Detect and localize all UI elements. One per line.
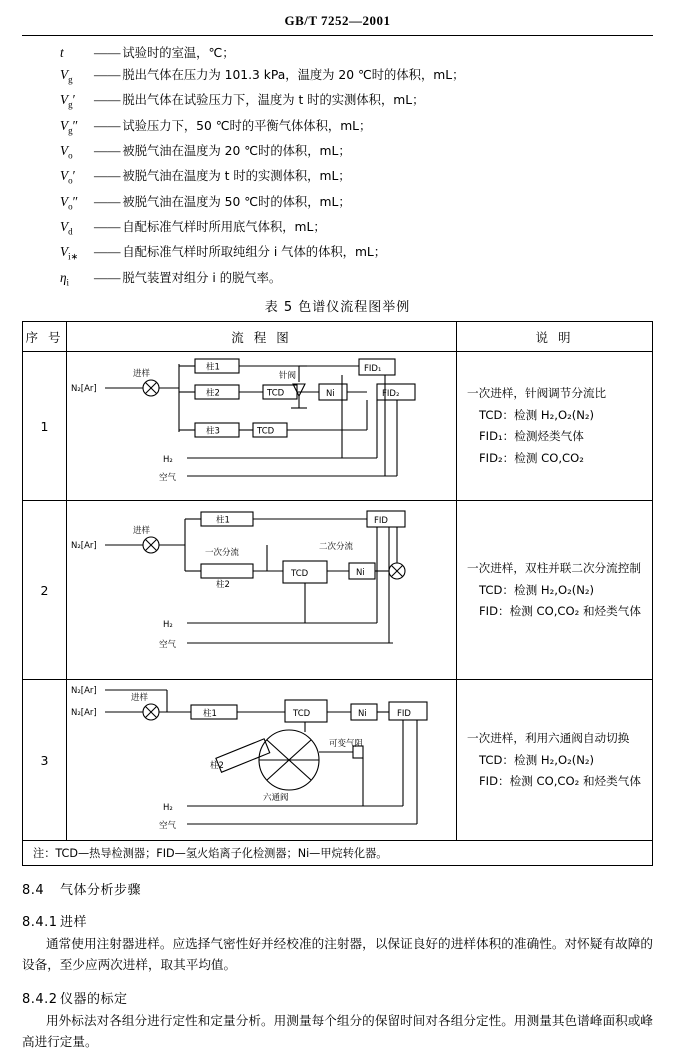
label-carrier-gas: N₂[Ar]: [71, 541, 97, 552]
column-header-diagram: 流 程 图: [67, 322, 457, 352]
symbol: $\eta_i$: [60, 269, 70, 288]
section-paragraph: 用外标法对各组分进行定性和定量分析。用测量每个组分的保留时间对各组分定性。用测量其色谱峰面积或峰高进行定量。: [22, 1013, 653, 1049]
diagram-svg-3: [67, 680, 456, 840]
section-paragraph: 通常使用注射器进样。应选择气密性好并经校准的注射器，以保证良好的进样体积的准确性。对怀疑有故障的设备，至少应两次进样，取其平均值。: [22, 936, 653, 972]
symbol-definition-list: [22, 46, 653, 287]
flow-diagram-table: [22, 321, 653, 866]
label-col3: 柱3: [206, 426, 220, 437]
label-split1: 一次分流: [205, 548, 240, 559]
row-number: 3: [23, 680, 67, 841]
desc-line: TCD：检测 H₂,O₂(N₂): [479, 752, 595, 767]
symbol: $V_o'$: [60, 168, 76, 186]
symbol: $V_{i∗}$: [60, 244, 79, 262]
desc-line: FID₁：检测烃类气体: [479, 429, 584, 444]
flow-diagram-2: [67, 501, 457, 680]
label-split2: 二次分流: [319, 542, 354, 553]
symbol: $V_g'$: [60, 92, 76, 110]
diagram-svg-2: [67, 501, 456, 679]
label-h2: H₂: [163, 620, 173, 631]
label-variable-resistor: 可变气阻: [329, 739, 364, 750]
definition-text: 脱气装置对组分 i 的脱气率。: [122, 270, 282, 285]
label-carrier-gas: N₂[Ar]: [71, 384, 97, 395]
label-fid: FID: [374, 516, 388, 527]
table-note: 注：TCD—热导检测器；FID—氢火焰离子化检测器；Ni—甲烷转化器。: [23, 841, 653, 866]
label-tcd2: TCD: [257, 426, 275, 437]
table-row: [23, 680, 653, 841]
body-sections: [22, 879, 653, 1052]
definition-text: 试验压力下，50 ℃时的平衡气体体积，mL；: [122, 118, 372, 133]
label-air: 空气: [159, 640, 177, 651]
label-fid1: FID₁: [364, 364, 382, 375]
definition-item: [22, 271, 653, 288]
label-col1: 柱1: [206, 362, 220, 373]
desc-line: FID：检测 CO,CO₂ 和烃类气体: [479, 604, 641, 619]
label-tcd: TCD: [293, 709, 311, 720]
definition-item: [22, 119, 653, 136]
definition-text: 脱出气体在压力为 101.3 kPa，温度为 20 ℃时的体积，mL；: [122, 68, 465, 83]
label-col1: 柱1: [203, 709, 217, 720]
symbol: $V_g''$: [60, 117, 79, 136]
flow-diagram-3: [67, 680, 457, 841]
table-row: [23, 501, 653, 680]
desc-line: FID₂：检测 CO,CO₂: [479, 450, 584, 465]
row-description-1: [457, 352, 653, 501]
definition-text: 试验时的室温，℃；: [122, 46, 235, 60]
label-tcd1: TCD: [267, 388, 285, 399]
label-fid: FID: [397, 709, 411, 720]
label-inject: 进样: [133, 526, 151, 537]
dash: ——: [94, 92, 121, 108]
section-heading-8-4-1: [22, 911, 653, 930]
section-number: 8.4.2: [22, 992, 58, 1008]
label-air: 空气: [159, 473, 177, 484]
definition-item: [22, 144, 653, 161]
definition-item: [22, 93, 653, 110]
label-h2: H₂: [163, 803, 173, 814]
label-fid2: FID₂: [382, 389, 400, 400]
dash: ——: [94, 168, 121, 184]
table-caption: 表 5 色谱仪流程图举例: [264, 300, 411, 316]
symbol: $V_o$: [60, 142, 73, 161]
definition-item: [22, 68, 653, 85]
table-note-row: [23, 841, 653, 866]
label-carrier-gas-1: N₂[Ar]: [71, 686, 97, 697]
definition-item: [22, 169, 653, 186]
symbol: $V_o''$: [60, 193, 79, 212]
label-ni: Ni: [326, 389, 335, 400]
label-air: 空气: [159, 821, 177, 832]
definition-text: 自配标准气样时所用底气体积，mL；: [122, 219, 326, 234]
label-h2: H₂: [163, 455, 173, 466]
desc-line: 一次进样，双柱并联二次分流控制: [467, 561, 641, 576]
flow-diagram-1: [67, 352, 457, 501]
label-col2: 柱2: [206, 388, 220, 399]
dash: ——: [94, 269, 121, 285]
definition-item: [22, 220, 653, 237]
definition-item: [22, 195, 653, 212]
label-col2: 柱2: [210, 761, 224, 772]
row-description-3: [457, 680, 653, 841]
section-heading-8-4: [22, 879, 653, 898]
row-number: 2: [23, 501, 67, 680]
definition-item: [22, 46, 653, 60]
label-needle-valve: 针阀: [279, 371, 297, 382]
label-inject: 进样: [131, 693, 149, 704]
label-six-way-valve: 六通阀: [263, 793, 289, 804]
dash: ——: [94, 218, 121, 234]
desc-line: FID：检测 CO,CO₂ 和烃类气体: [479, 774, 641, 789]
diagram-svg-1: [67, 352, 456, 500]
table-row: [23, 352, 653, 501]
label-inject: 进样: [133, 369, 151, 380]
dash: ——: [94, 142, 121, 158]
section-number: 8.4: [22, 883, 45, 899]
header-rule: [22, 35, 653, 36]
column-header-no: 序 号: [23, 322, 67, 352]
definition-item: [22, 245, 653, 262]
table-header-row: [23, 322, 653, 352]
definition-text: 被脱气油在温度为 t 时的实测体积，mL；: [122, 169, 351, 184]
desc-line: 一次进样，针阀调节分流比: [467, 386, 607, 401]
symbol: $V_g$: [60, 67, 73, 85]
desc-line: TCD：检测 H₂,O₂(N₂): [479, 582, 595, 597]
definition-text: 自配标准气样时所取纯组分 i 气体的体积，mL；: [122, 245, 387, 260]
section-title: 仪器的标定: [60, 992, 128, 1008]
row-number: 1: [23, 352, 67, 501]
definition-text: 被脱气油在温度为 20 ℃时的体积，mL；: [122, 143, 351, 158]
label-col2: 柱2: [216, 580, 230, 591]
symbol: $V_d$: [60, 218, 73, 237]
section-title: 气体分析步骤: [60, 883, 142, 899]
label-tcd: TCD: [291, 569, 309, 580]
page-header: GB/T 7252—2001: [284, 13, 391, 28]
symbol: t: [60, 45, 64, 60]
label-carrier-gas-2: N₂[Ar]: [71, 708, 97, 719]
row-description-2: [457, 501, 653, 680]
dash: ——: [94, 45, 121, 60]
label-ni: Ni: [356, 568, 365, 579]
desc-line: 一次进样，利用六通阀自动切换: [467, 731, 630, 746]
label-col1: 柱1: [216, 515, 230, 526]
section-heading-8-4-2: [22, 988, 653, 1007]
label-ni: Ni: [358, 709, 367, 720]
column-header-description: 说 明: [457, 322, 653, 352]
dash: ——: [94, 193, 121, 209]
dash: ——: [94, 67, 121, 83]
section-title: 进样: [60, 915, 88, 931]
desc-line: TCD：检测 H₂,O₂(N₂): [479, 407, 595, 422]
section-number: 8.4.1: [22, 915, 58, 931]
definition-text: 被脱气油在温度为 50 ℃时的体积，mL；: [122, 194, 351, 209]
dash: ——: [94, 244, 121, 260]
definition-text: 脱出气体在试验压力下，温度为 t 时的实测体积，mL；: [122, 93, 425, 108]
dash: ——: [94, 117, 121, 133]
